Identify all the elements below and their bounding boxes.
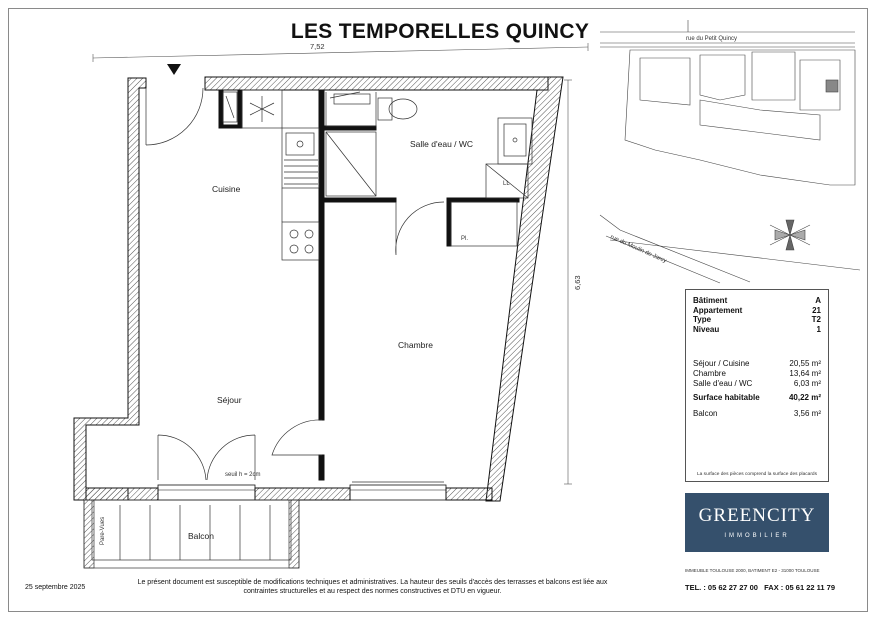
bathroom-door[interactable]: [396, 202, 444, 255]
legal-disclaimer: Le présent document est susceptible de modifications techniques et administratives. La hauteur des seuils d'accès des terrasses et balcons est liée aux contraintes structurelles et au respect des normes constructives et DTU en vigueur.: [137, 579, 608, 595]
page-title: LES TEMPORELLES QUINCY: [290, 20, 590, 43]
apartment-info-box: [685, 289, 829, 482]
compass-icon: [770, 220, 810, 250]
label-cuisine: Cuisine: [212, 184, 241, 194]
label-sejour: Séjour: [217, 395, 242, 405]
street-top-label: rue du Petit Quincy: [686, 36, 738, 42]
site-plan: [600, 20, 860, 283]
label-salle-eau: Salle d'eau / WC: [410, 139, 474, 149]
greencity-logo: GREENCITY IMMOBILIER: [685, 493, 829, 552]
label-ll: LL: [503, 181, 510, 187]
surface-row: Salle d'eau / WC 6,03 m²: [693, 378, 821, 388]
contact-line: [685, 583, 835, 592]
height-dimension: [564, 80, 582, 484]
info-type: Type T2: [693, 315, 821, 325]
document-date: 25 septembre 2025: [25, 584, 86, 591]
entrance-door[interactable]: [146, 88, 203, 145]
kitchen-fixtures: [223, 90, 319, 260]
label-seuil: seuil h = 2cm: [225, 472, 261, 478]
bedroom-door[interactable]: [272, 420, 322, 455]
label-pare-vues: Pare-Vues: [100, 516, 106, 545]
info-batiment: Bâtiment A: [693, 296, 821, 305]
label-chambre: Chambre: [398, 340, 433, 350]
phone-number: TEL. : 05 62 27 27 00: [685, 583, 758, 592]
street-bottom-label: rue du Moulin de Jarcy: [609, 234, 668, 265]
info-appartement: Appartement 21: [693, 305, 821, 315]
height-label: 6,63: [573, 275, 582, 290]
label-pl: Pl.: [461, 236, 469, 242]
info-niveau: Niveau 1: [693, 324, 821, 334]
surface-balcon: Balcon 3,56 m²: [693, 408, 821, 418]
surface-row: Séjour / Cuisine 20,55 m²: [693, 359, 821, 369]
surface-habitable: Surface habitable 40,22 m²: [693, 393, 821, 403]
company-address: IMMEUBLE TOULOUSE 2000, BATIMENT E2 - 31000 TOULOUSE: [685, 568, 820, 573]
width-label: 7,52: [310, 42, 325, 51]
surface-note: La surface des pièces comprend la surface des placards: [697, 472, 817, 477]
surface-row: Chambre 13,64 m²: [693, 368, 821, 378]
bathroom-fixtures: [326, 92, 532, 246]
snowflake-icon: [250, 96, 274, 122]
entrance-arrow-icon: [167, 64, 181, 75]
interior-walls: [219, 90, 519, 480]
label-balcon: Balcon: [188, 531, 214, 541]
fax-number: FAX : 05 61 22 11 79: [764, 583, 835, 592]
width-dimension: [93, 42, 588, 62]
